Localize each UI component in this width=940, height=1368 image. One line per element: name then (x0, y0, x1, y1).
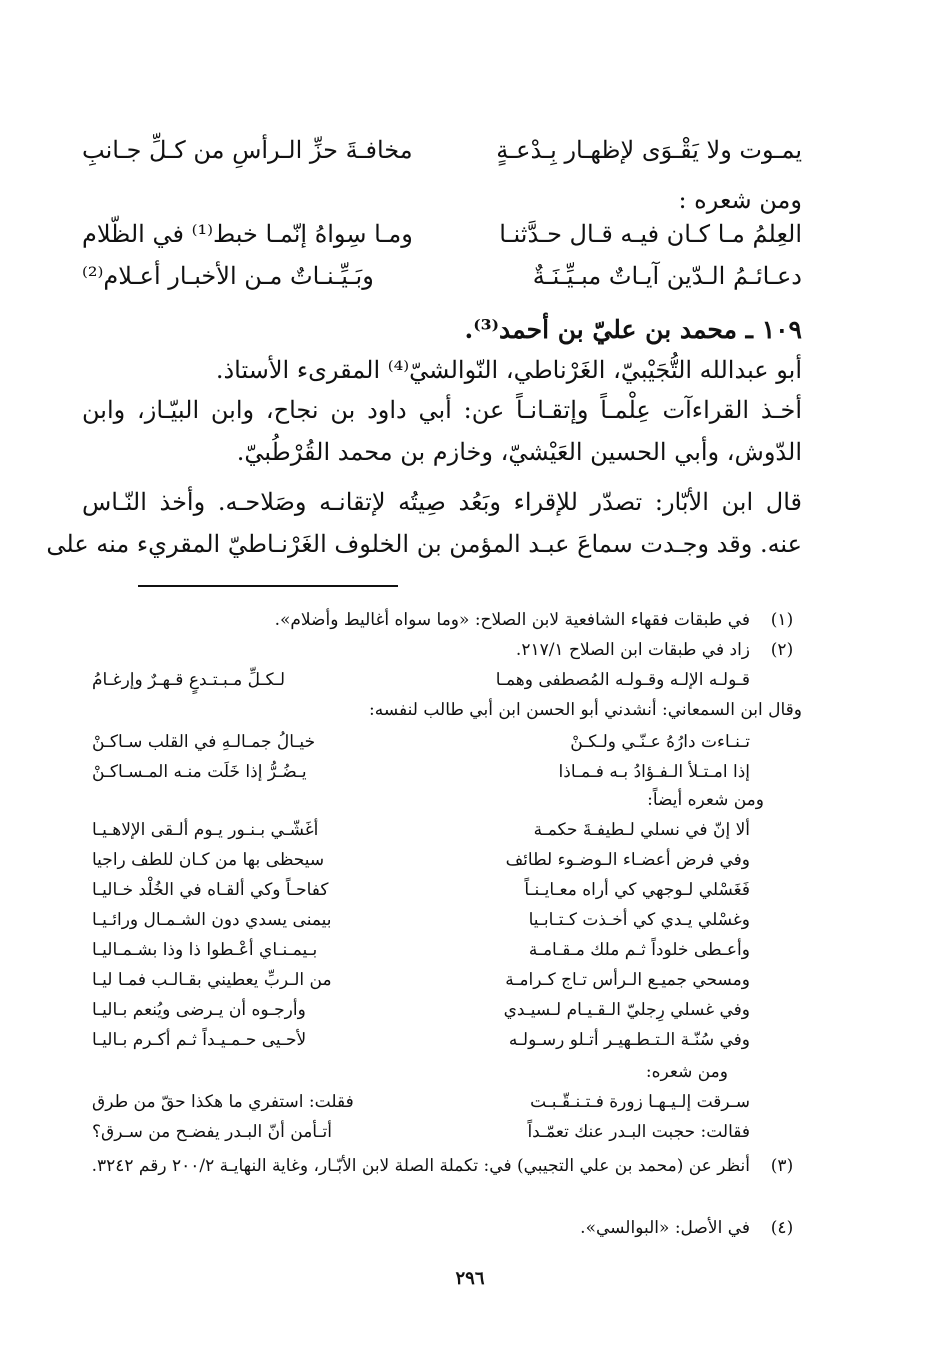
footnote-text: في الأصل: «البوالسي». (580, 1218, 750, 1238)
entry-body-line: أبو عبدالله التُّجَيْبيّ، الغَرْناطي، النّوالشيّ⁽⁴⁾ المقرىء الأستاذ. (215, 356, 802, 384)
verse-hemistich-second: ومـا سِواهُ إنّمـا خبط⁽¹⁾ في الظّلام (82, 220, 413, 248)
entry-body-line: الدّوش، وأبي الحسين العَيْشيّ، وخازم بن محمد القُرْطُبيّ. (236, 438, 802, 466)
footnote-verse (92, 816, 750, 844)
verse-hemistich-first: قـولـه الإلـه وقـولـه المُصطفى وهمـا (495, 670, 750, 690)
footnote-verse (92, 906, 750, 934)
footnote-verse (92, 876, 750, 904)
verse-hemistich-second: بـيمـنـاي أعْـطوا ذا وذا بشـمـاليـا (92, 940, 318, 960)
verse-hemistich-second: فقلت: استفري ما هكذا حقّ من طرق (92, 1092, 354, 1112)
verse-line (82, 130, 802, 170)
footnote-3 (82, 1152, 802, 1210)
footnote-verse (92, 966, 750, 994)
verse-hemistich-second: كفاحـاً وكي ألقـاه في الخُلْد خـاليـا (92, 880, 329, 900)
verse-hemistich-first: دعـائـمُ الـدّين آيـاتٌ مبـيِّـنَـةٌ (532, 262, 802, 290)
footnote-text: زاد في طبقات ابن الصلاح ٢١٧/١. (515, 640, 750, 660)
verse-hemistich-first: وفي سُنّـة الـتـطـهيـر أتـلو رسـولـه (508, 1030, 750, 1050)
footnote-verse (92, 846, 750, 874)
footnote-line: ومن شعره أيضاً: (647, 790, 764, 810)
verse-hemistich-first: فقالت: حجبت البـدر عنك تعمّـداً (527, 1122, 750, 1142)
verse-hemistich-second: لـكـلِّ مـبـتـدعٍ قـهـرٌ وإرغـامُ (92, 670, 286, 690)
verse-hemistich-second: وبَـيِّـنـاتٌ مـن الأخبـار أعـلام⁽²⁾ (82, 262, 374, 290)
footnote-verse (92, 728, 750, 756)
entry-body-line: أخـذ القراءآت عِلْمـاً وإتقـانـاً عن: أبي داود بن نجاح، وابن البيّـاز، وابن (82, 396, 802, 424)
verse-hemistich-first: العِلمُ مـا كـان فيـه قـال حـدَّثنـا (499, 220, 802, 248)
verse-hemistich-second: بيمنى يسدي دون الشـمـال ورائـيـا (92, 910, 332, 930)
verse-hemistich-second: من الـربِّ يعطيني بقـالـب فمـا ليـا (92, 970, 332, 990)
footnote-line: وقال ابن السمعاني: أنشدني أبو الحسن ابن أبي طالب لنفسه: (369, 700, 802, 720)
verse-line (82, 214, 802, 254)
verse-hemistich-first: يمـوت ولا يَقْـوَى لإظهـار بِـدْعـةٍ (496, 136, 802, 164)
footnote-verse (92, 1026, 750, 1054)
verse-hemistich-second: أتـأمن أنّ البـدر يفضـح من سـرق؟ (92, 1122, 332, 1142)
verse-line (82, 256, 802, 296)
verse-hemistich-first: ومسحي جميـع الـرأس تـاج كـرامـة (505, 970, 750, 990)
entry-heading: ١٠٩ ـ محمد بن عليّ بن أحمد⁽³⁾. (464, 315, 802, 344)
footnote-number: (٢) (770, 640, 794, 660)
footnote-text: في طبقات فقهاء الشافعية لابن الصلاح: «وما سواه أغاليط وأضلام». (274, 610, 750, 630)
verse-hemistich-second: خيـالُ جمـالـهِ في القلب سـاكـنْ (92, 732, 316, 752)
verse-hemistich-first: تـنـاءت دارُهُ عـنّـي ولـكـنْ (570, 732, 750, 752)
verse-hemistich-first: وأعـطى خلوداً ثـم ملك مـقـامـة (528, 940, 750, 960)
entry-body-line: عنه. وقد وجـدت سماعَ عبـد المؤمن بن الخلوف الغَرْنـاطيّ المقريء منه على (46, 530, 802, 558)
footnote-verse (92, 1118, 750, 1146)
footnote-verse (92, 996, 750, 1024)
verse-hemistich-first: سـرقت إلـيـهـا زورة فـتـنـقّـبـت (530, 1092, 750, 1112)
verse-hemistich-second: وأرجـوه أن يـرضى ويُنعم بـاليـا (92, 1000, 306, 1020)
footnote-verse (92, 936, 750, 964)
footnote-separator (138, 585, 398, 587)
footnote-text: أنظر عن (محمد بن علي التجيبي) في: تكملة الصلة لابن الأبّـار، وغاية النهايـة ٢٠٠/٢ رقم ٣٢٤٢. (91, 1156, 750, 1176)
poem-intro: ومن شعره : (678, 186, 802, 214)
verse-hemistich-second: يـضُـرُّ إذا خَلَت منـه المـسـاكـنْ (92, 762, 307, 782)
footnote-2 (82, 636, 802, 664)
verse-hemistich-second: مخافـةَ حزِّ الـرأسِ من كـلِّ جـانبِ (82, 136, 413, 164)
footnote-line: ومن شعره: (645, 1062, 728, 1082)
page-number: ٢٩٦ (455, 1268, 485, 1289)
verse-hemistich-first: فَغَسْلي لـوجهي كي أراه معـايـنـاً (524, 880, 750, 900)
footnote-number: (١) (770, 610, 794, 630)
footnote-number: (٤) (770, 1218, 794, 1238)
verse-hemistich-first: وغسْلي يـدي كي أخـذت كـتـابـيا (528, 910, 750, 930)
footnote-verse (92, 1088, 750, 1116)
entry-body-line: قال ابن الأبّار: تصدّر للإقراء وبَعُد صِيتُه لإتقانـه وصَلاحـه. وأخذ النّـاس (82, 488, 802, 516)
verse-hemistich-second: سيحظى بها من كـان للطف راجيا (92, 850, 325, 870)
verse-hemistich-second: لأحـيى حـمـيـداً ثـم أكـرم بـاليـا (92, 1030, 307, 1050)
footnote-number: (٣) (770, 1156, 794, 1176)
footnote-verse (92, 666, 750, 694)
footnote-1 (82, 606, 802, 634)
verse-hemistich-first: ألا إنّ في نسلي لـطيفـةَ حكمـة (533, 820, 750, 840)
verse-hemistich-second: أغَشّـي بـنـور يـوم ألـقى الإلاهـيـا (92, 820, 319, 840)
footnote-verse (92, 758, 750, 786)
footnote-4 (82, 1214, 802, 1242)
verse-hemistich-first: وفي فرض أعضـاء الـوضـوء لطائف (505, 850, 750, 870)
verse-hemistich-first: وفي غسلي رِجليّ الـقـيـام لـسيـدي (503, 1000, 750, 1020)
verse-hemistich-first: إذا امـتـلأ الـفـؤادُ بـه فـمـاذا (558, 762, 750, 782)
